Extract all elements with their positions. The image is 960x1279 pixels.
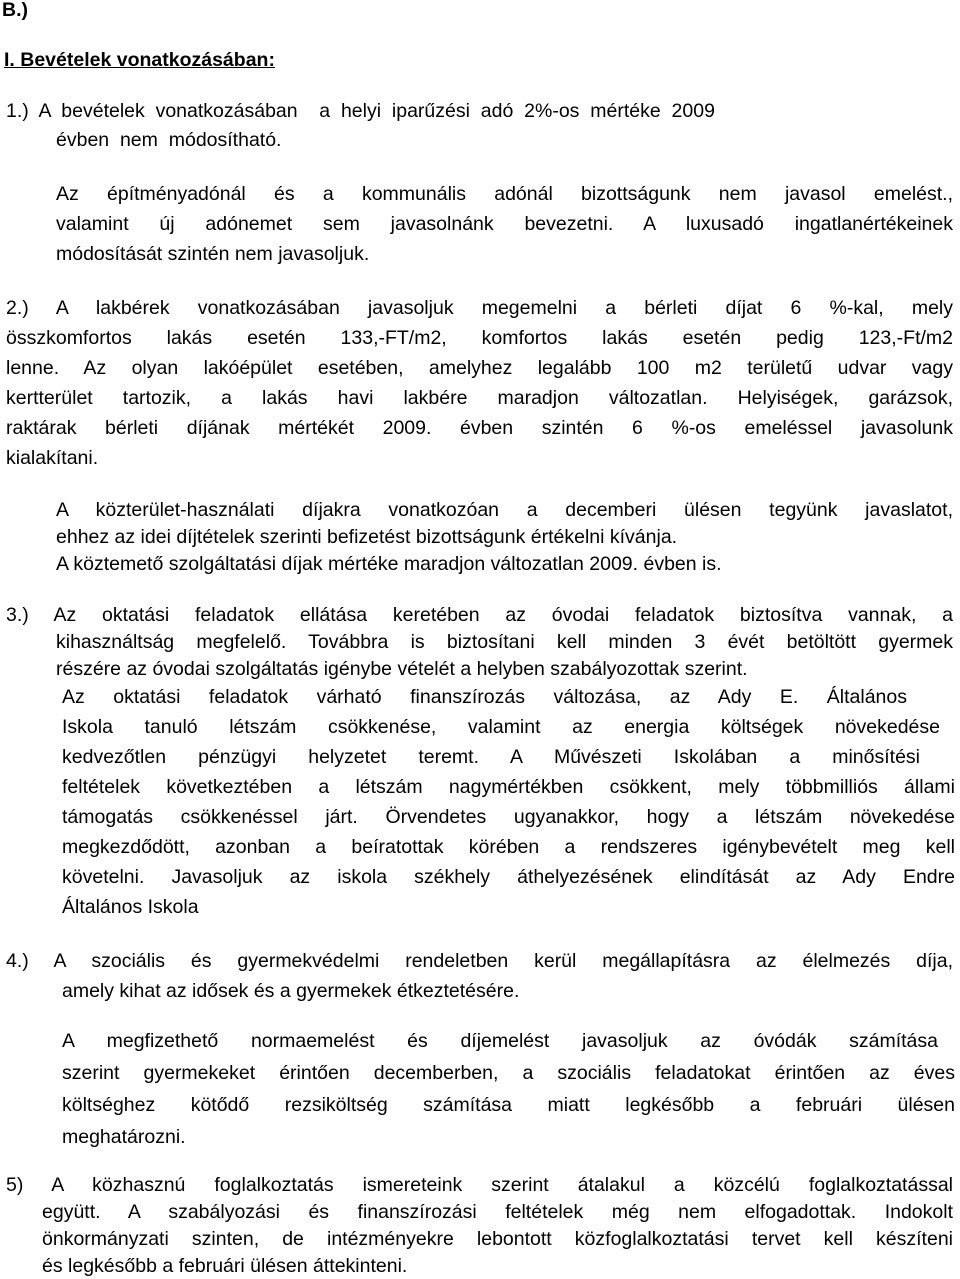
item-5-line-2: együtt. A szabályozási és finanszírozási feltételek még nem elfogadottak. Indokolt xyxy=(42,1201,953,1223)
item-5-line-4: és legkésőbb a februári ülésen áttekinteni. xyxy=(42,1255,408,1277)
item-1-line-2: évben nem módosítható. xyxy=(56,129,282,151)
public-fees-line-2: ehhez az idei díjtételek szerinti befizetést bizottságunk értékelni kívánja. xyxy=(56,526,678,548)
education-line-2: Iskola tanuló létszám csökkenése, valamint az energia költségek növekedése xyxy=(62,716,940,738)
education-line-4: feltételek következtében a létszám nagymértékben csökkent, mely többmilliós állami xyxy=(62,776,955,798)
education-line-1: Az oktatási feladatok várható finanszírozás változása, az Ady E. Általános xyxy=(62,686,907,708)
section-label: B.) xyxy=(2,0,28,21)
education-line-8: Általános Iskola xyxy=(62,896,199,918)
public-fees-line-1: A közterület-használati díjakra vonatkozóan a decemberi ülésen tegyünk javaslatot, xyxy=(56,499,953,521)
tax-paragraph-line-1: Az építményadónál és a kommunális adónál bizottságunk nem javasol emelést., xyxy=(56,183,953,205)
social-line-3: költséghez kötődő rezsiköltség számítása miatt legkésőbb a februári ülésen xyxy=(62,1094,955,1116)
item-5-line-3: önkormányzati szinten, de intézményekre lebontott közfoglalkoztatási tervet kell készíteni xyxy=(42,1228,953,1250)
item-4-line-1: 4.) A szociális és gyermekvédelmi rendeletben kerül megállapításra az élelmezés díja, xyxy=(6,950,953,972)
item-3-line-2: kihasználtság megfelelő. Továbbra is biztosítani kell minden 3 évét betöltött gyermek xyxy=(56,631,953,653)
education-line-5: támogatás csökkenéssel járt. Örvendetes ugyanakkor, hogy a létszám növekedése xyxy=(62,806,955,828)
item-1-line-1: 1.) A bevételek vonatkozásában a helyi iparűzési adó 2%-os mértéke 2009 xyxy=(6,100,715,122)
education-line-6: megkezdődött, azonban a beíratottak körében a rendszeres igénybevételt meg kell xyxy=(62,836,955,858)
section-heading: I. Bevételek vonatkozásában: xyxy=(4,49,275,71)
item-4-line-2: amely kihat az idősek és a gyermekek étkeztetésére. xyxy=(62,980,520,1002)
tax-paragraph-line-3: módosítását szintén nem javasoljuk. xyxy=(56,243,370,265)
item-2-line-2: összkomfortos lakás esetén 133,-FT/m2, komfortos lakás esetén pedig 123,-Ft/m2 xyxy=(6,327,953,349)
education-line-3: kedvezőtlen pénzügyi helyzetet teremt. A Művészeti Iskolában a minősítési xyxy=(62,746,920,768)
item-2-line-4: kertterület tartozik, a lakás havi lakbére maradjon változatlan. Helyiségek, garázsok, xyxy=(6,387,953,409)
public-fees-line-3: A köztemető szolgáltatási díjak mértéke maradjon változatlan 2009. évben is. xyxy=(56,553,722,575)
item-5-line-1: 5) A közhasznú foglalkoztatás ismereteink szerint átalakul a közcélú foglalkoztatással xyxy=(6,1174,953,1196)
item-3-line-1: 3.) Az oktatási feladatok ellátása keretében az óvodai feladatok biztosítva vannak, a xyxy=(6,604,953,626)
item-2-line-6: kialakítani. xyxy=(6,447,99,469)
tax-paragraph-line-2: valamint új adónemet sem javasolnánk bevezetni. A luxusadó ingatlanértékeinek xyxy=(56,213,953,235)
item-2-line-5: raktárak bérleti díjának mértékét 2009. évben szintén 6 %-os emeléssel javasolunk xyxy=(6,417,953,439)
social-line-2: szerint gyermekeket érintően decemberben, a szociális feladatokat érintően az éves xyxy=(62,1062,955,1084)
item-3-line-3: részére az óvodai szolgáltatás igénybe vételét a helyben szabályozottak szerint. xyxy=(56,658,748,680)
social-line-4: meghatározni. xyxy=(62,1126,186,1148)
social-line-1: A megfizethető normaemelést és díjemelést javasoljuk az óvódák számítása xyxy=(62,1030,938,1052)
item-2-line-1: 2.) A lakbérek vonatkozásában javasoljuk megemelni a bérleti díjat 6 %-kal, mely xyxy=(6,297,953,319)
item-2-line-3: lenne. Az olyan lakóépület esetében, amelyhez legalább 100 m2 területű udvar vagy xyxy=(6,357,953,379)
education-line-7: követelni. Javasoljuk az iskola székhely áthelyezésének elindítását az Ady Endre xyxy=(62,866,955,888)
